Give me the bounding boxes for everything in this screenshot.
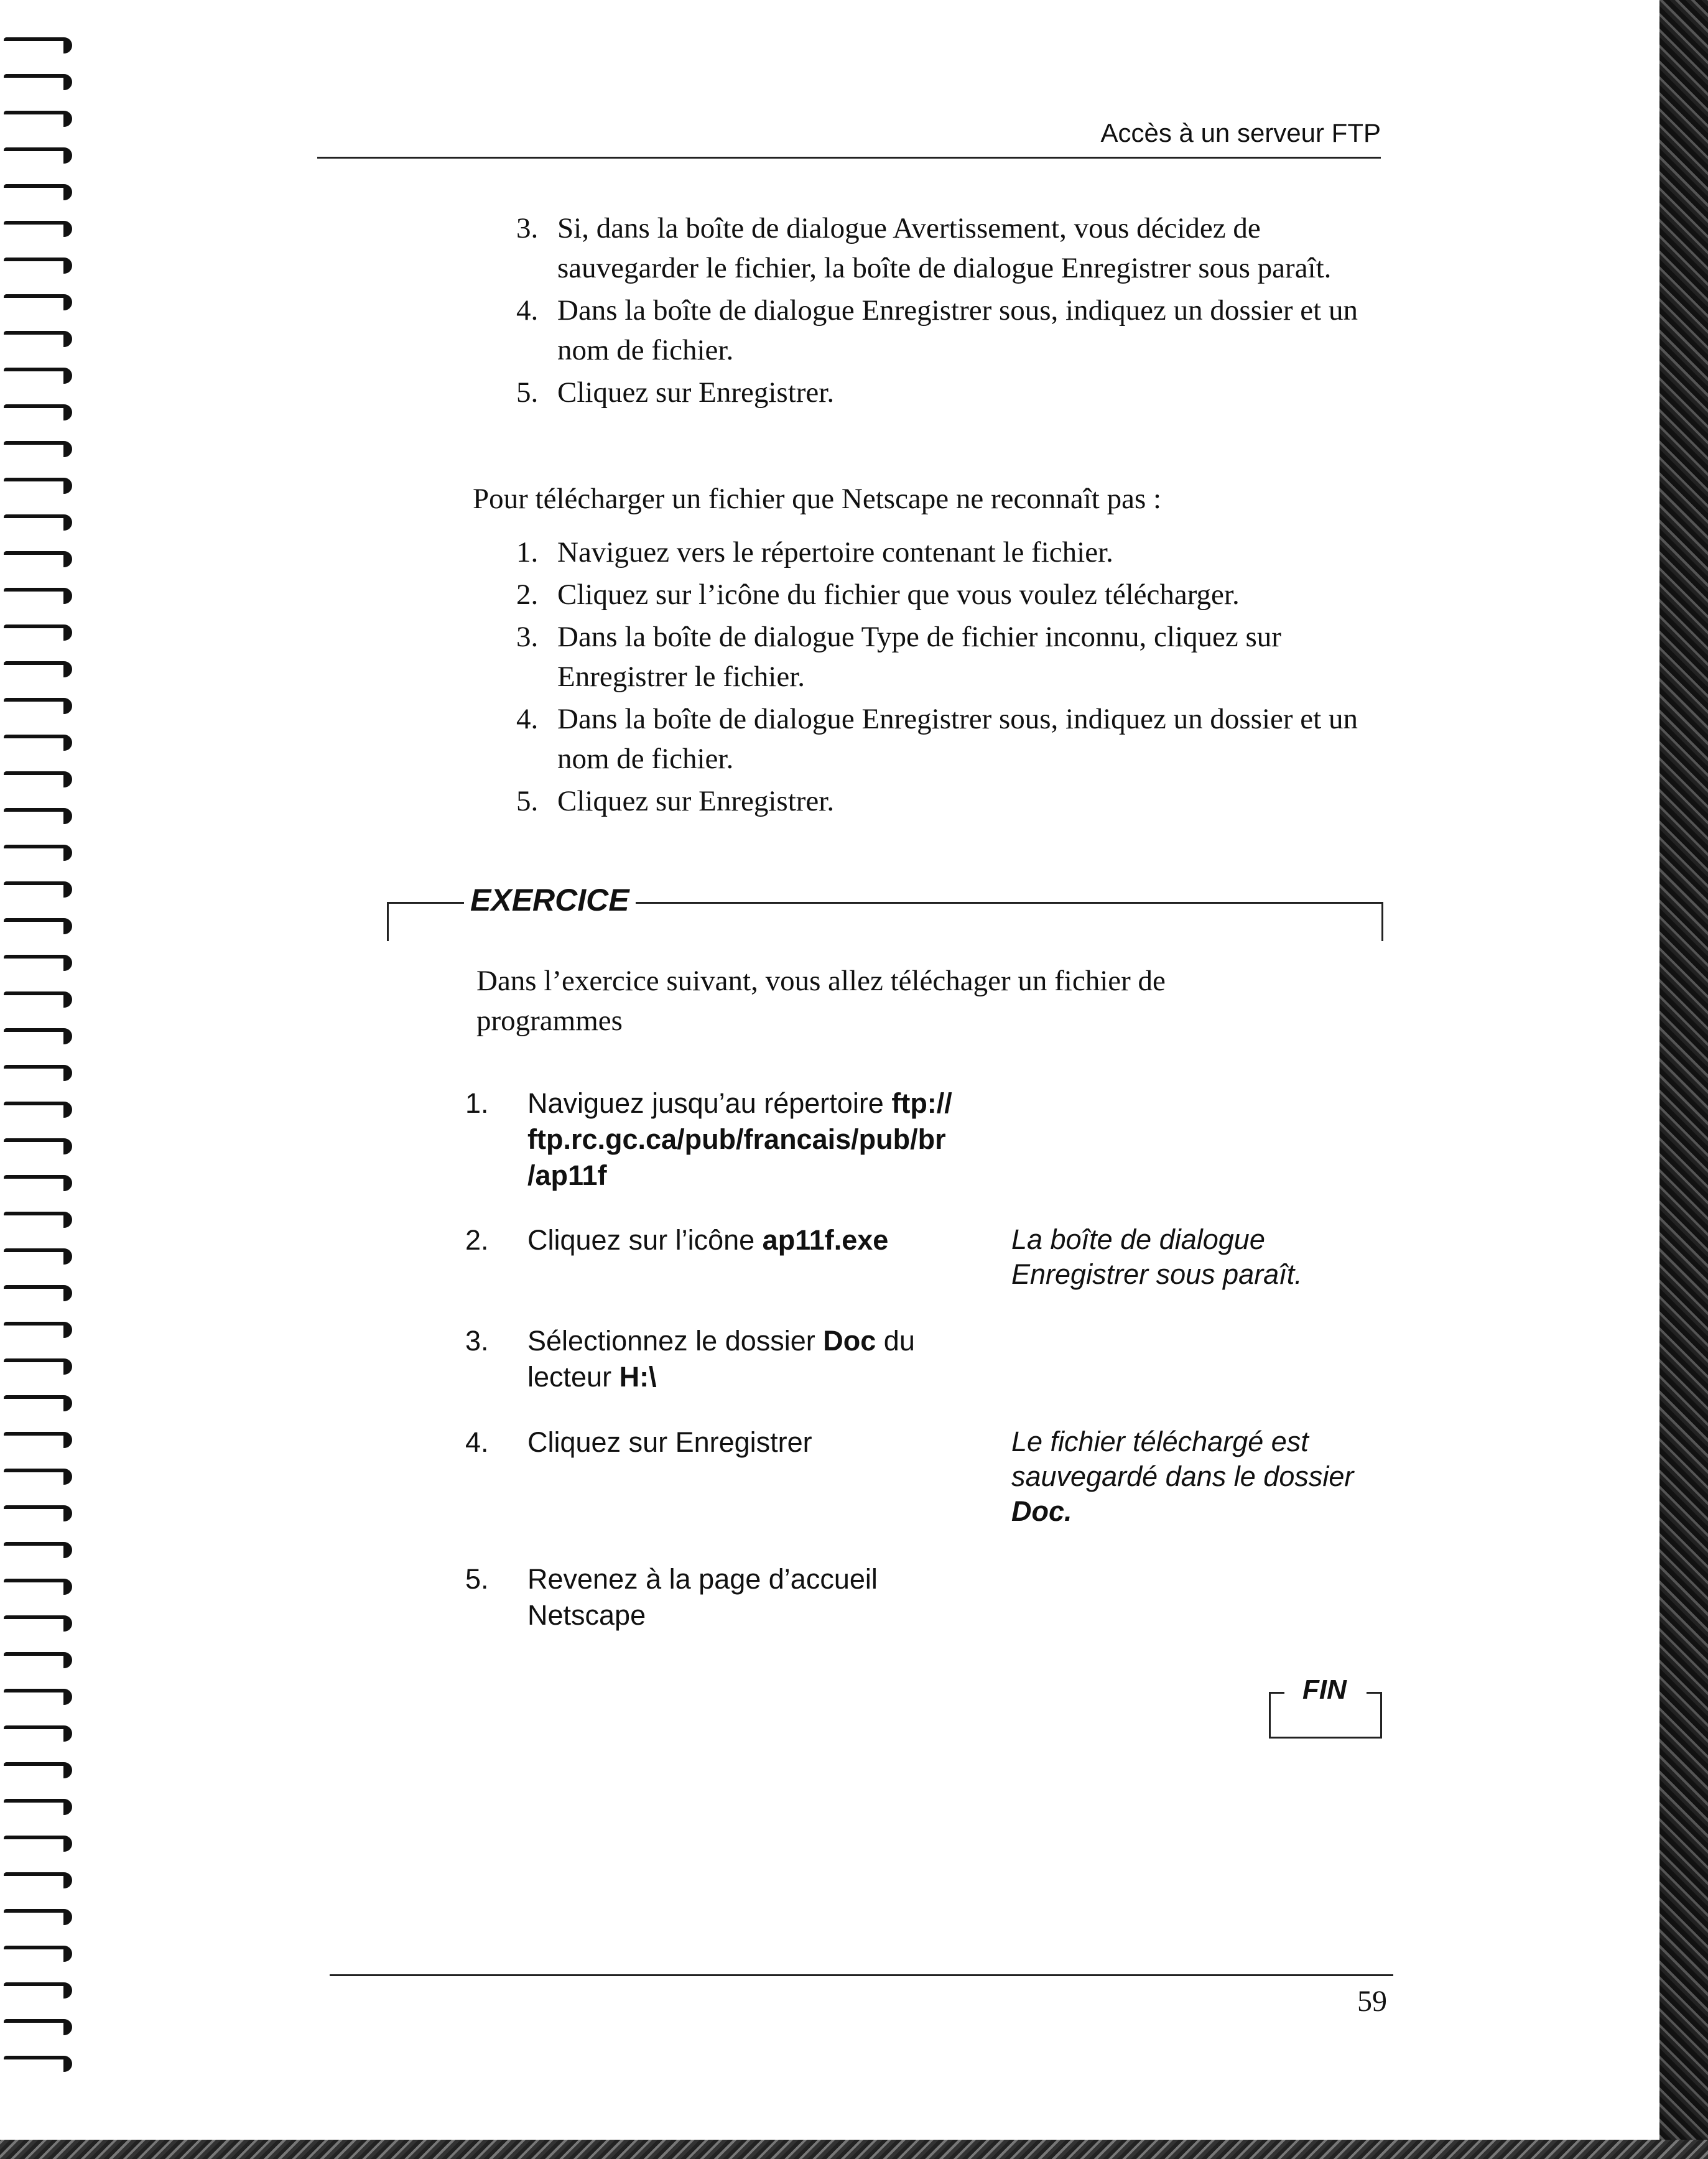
- step-text: [527, 1323, 975, 1395]
- spiral-coil: [4, 1652, 72, 1668]
- item-number: 4.: [516, 294, 539, 327]
- item-text: Naviguez vers le répertoire contenant le fichier.: [557, 536, 1113, 569]
- item-text: Dans la boîte de dialogue Type de fichier inconnu, cliquez sur Enregistrer le fichier.: [557, 621, 1281, 693]
- spiral-coil: [4, 294, 72, 310]
- spiral-coil: [4, 661, 72, 677]
- list-item: [516, 575, 1375, 615]
- exercise-title: EXERCICE: [464, 882, 636, 918]
- spiral-coil: [4, 991, 72, 1008]
- step-text: [527, 1222, 988, 1258]
- spiral-coil: [4, 1505, 72, 1521]
- spiral-coil: [4, 74, 72, 90]
- note-text-bold: Doc.: [1011, 1495, 1072, 1527]
- spiral-coil: [4, 1615, 72, 1632]
- spiral-coil: [4, 624, 72, 641]
- spiral-coil: [4, 1689, 72, 1705]
- footer-rule: [330, 1974, 1393, 1976]
- spiral-coil: [4, 1212, 72, 1228]
- spiral-coil: [4, 331, 72, 347]
- list-item: [516, 208, 1375, 288]
- item-text: Cliquez sur Enregistrer.: [557, 785, 835, 817]
- list-item: [516, 290, 1375, 370]
- spiral-coil: [4, 258, 72, 274]
- exercise-intro: Dans l’exercice suivant, vous allez téléchager un fichier de programmes: [476, 965, 1166, 1037]
- step-text-after: du lecteur: [527, 1325, 915, 1393]
- spiral-coil: [4, 1909, 72, 1925]
- spiral-coil: [4, 221, 72, 237]
- item-number: 5.: [516, 376, 539, 409]
- item-number: 2.: [516, 578, 539, 611]
- spiral-coil: [4, 1542, 72, 1558]
- step-number: 1.: [465, 1087, 489, 1119]
- spiral-coil: [4, 1946, 72, 1962]
- step-text: Revenez à la page d’accueil Netscape: [527, 1563, 878, 1631]
- item-number: 3.: [516, 212, 539, 244]
- step-text-plain: Cliquez sur l’icône: [527, 1224, 763, 1256]
- spiral-coil: [4, 1138, 72, 1154]
- spiral-coil: [4, 1579, 72, 1595]
- spiral-coil: [4, 184, 72, 200]
- spiral-coil: [4, 441, 72, 457]
- spiral-coil: [4, 771, 72, 787]
- step-number: 4.: [465, 1426, 489, 1458]
- spiral-coil: [4, 955, 72, 971]
- spiral-coil: [4, 2019, 72, 2035]
- section-intro: Pour télécharger un fichier que Netscape ne reconnaît pas :: [473, 483, 1162, 515]
- list-item: [516, 781, 1375, 821]
- spiral-coil: [4, 37, 72, 53]
- item-text: Si, dans la boîte de dialogue Avertissement, vous décidez de sauvegarder le fichier, la boîte de dialogue Enregistrer sous paraît.: [557, 212, 1332, 284]
- item-number: 5.: [516, 785, 539, 817]
- spiral-coil: [4, 808, 72, 824]
- step-number: 2.: [465, 1224, 489, 1256]
- steps-list-continued: [516, 208, 1375, 415]
- step-text: Cliquez sur Enregistrer: [527, 1426, 812, 1458]
- spiral-binding: [0, 37, 81, 2109]
- end-marker-label: FIN: [1302, 1674, 1347, 1705]
- item-number: 4.: [516, 703, 539, 735]
- steps-list-unknown-file: [516, 532, 1375, 824]
- step-text: [527, 1085, 988, 1194]
- list-item: [516, 617, 1375, 697]
- scan-border-right: [1659, 0, 1708, 2159]
- item-number: 3.: [516, 621, 539, 653]
- list-item: [516, 532, 1375, 572]
- spiral-coil: [4, 698, 72, 714]
- spiral-coil: [4, 1762, 72, 1778]
- spiral-coil: [4, 1065, 72, 1081]
- item-text: Cliquez sur l’icône du fichier que vous voulez télécharger.: [557, 578, 1240, 611]
- note-text: Le fichier téléchargé est sauvegardé dans le dossier: [1011, 1426, 1354, 1492]
- step-text-bold-2: H:\: [619, 1361, 657, 1393]
- spiral-coil: [4, 588, 72, 604]
- spiral-coil: [4, 147, 72, 164]
- spiral-coil: [4, 1028, 72, 1044]
- exercise-note: La boîte de dialogue Enregistrer sous paraît.: [1011, 1223, 1302, 1290]
- spiral-coil: [4, 1725, 72, 1742]
- spiral-coil: [4, 1836, 72, 1852]
- spiral-coil: [4, 551, 72, 567]
- spiral-coil: [4, 111, 72, 127]
- spiral-coil: [4, 368, 72, 384]
- spiral-coil: [4, 1358, 72, 1375]
- spiral-coil: [4, 478, 72, 494]
- step-text-plain: Naviguez jusqu’au répertoire: [527, 1087, 892, 1119]
- spiral-coil: [4, 735, 72, 751]
- spiral-coil: [4, 1102, 72, 1118]
- exercise-note: [1011, 1424, 1385, 1529]
- spiral-coil: [4, 1469, 72, 1485]
- header-rule: [317, 157, 1381, 159]
- step-number: 3.: [465, 1325, 489, 1357]
- running-header: Accès à un serveur FTP: [1100, 118, 1381, 147]
- step-text-bold: ftp:// ftp.rc.gc.ca/pub/francais/pub/br /ap11f: [527, 1087, 952, 1191]
- item-text: Dans la boîte de dialogue Enregistrer sous, indiquez un dossier et un nom de fichier.: [557, 703, 1358, 775]
- step-text-bold: Doc: [823, 1325, 876, 1357]
- spiral-coil: [4, 514, 72, 531]
- step-text-plain: Sélectionnez le dossier: [527, 1325, 824, 1357]
- spiral-coil: [4, 2056, 72, 2072]
- spiral-coil: [4, 1432, 72, 1448]
- item-text: Cliquez sur Enregistrer.: [557, 376, 835, 409]
- spiral-coil: [4, 845, 72, 861]
- spiral-coil: [4, 1395, 72, 1411]
- list-item: [516, 373, 1375, 412]
- spiral-coil: [4, 1872, 72, 1888]
- spiral-coil: [4, 1248, 72, 1265]
- spiral-coil: [4, 1799, 72, 1815]
- list-item: [516, 699, 1375, 779]
- step-text-bold: ap11f.exe: [762, 1224, 889, 1256]
- spiral-coil: [4, 1285, 72, 1301]
- spiral-coil: [4, 1982, 72, 1999]
- spiral-coil: [4, 1322, 72, 1338]
- item-number: 1.: [516, 536, 539, 569]
- scan-border-bottom: [0, 2140, 1708, 2159]
- page-number: 59: [1357, 1985, 1387, 2018]
- step-number: 5.: [465, 1563, 489, 1595]
- spiral-coil: [4, 918, 72, 934]
- spiral-coil: [4, 404, 72, 420]
- spiral-coil: [4, 1175, 72, 1191]
- spiral-coil: [4, 881, 72, 898]
- item-text: Dans la boîte de dialogue Enregistrer sous, indiquez un dossier et un nom de fichier.: [557, 294, 1358, 366]
